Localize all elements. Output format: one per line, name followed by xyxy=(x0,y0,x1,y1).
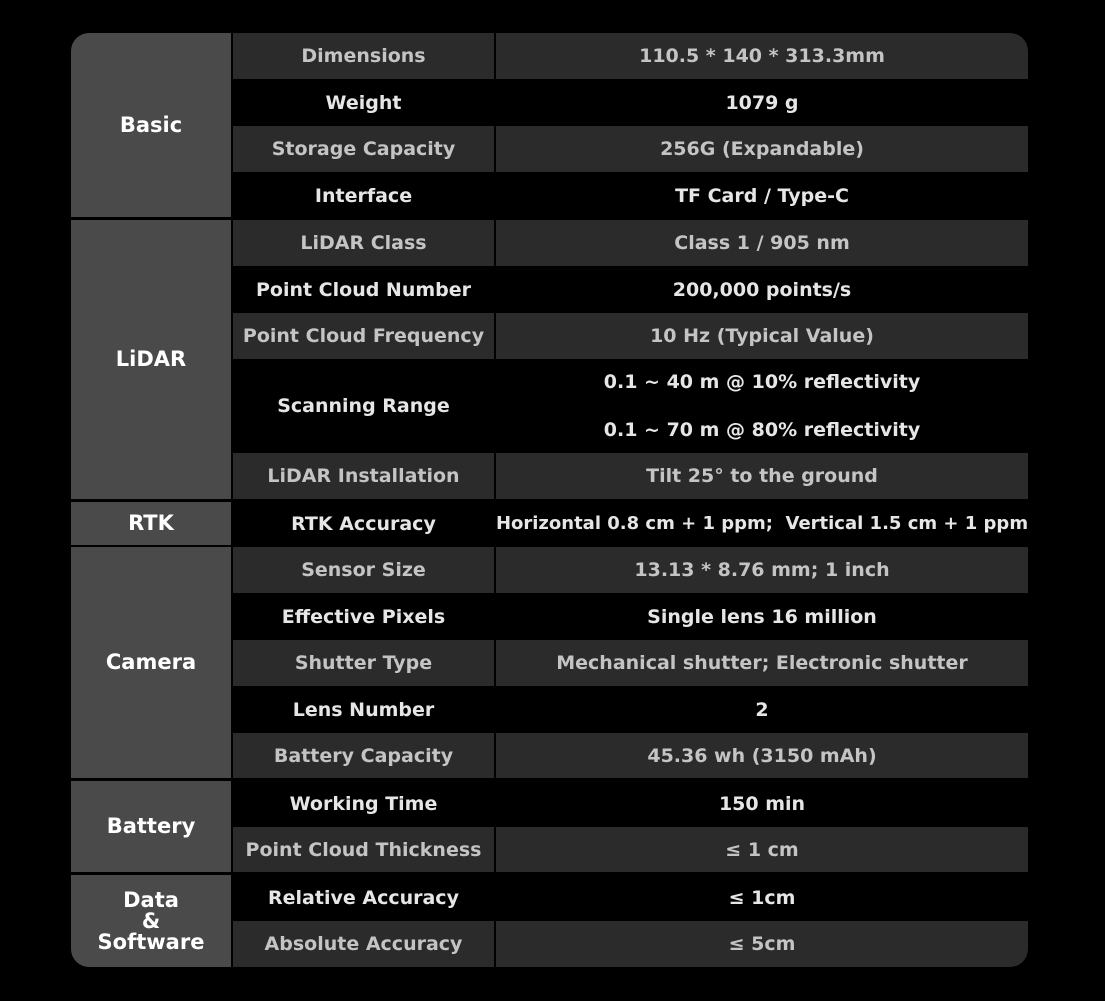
spec-value xyxy=(496,686,1028,733)
spec-value xyxy=(496,313,1028,359)
spec-label: Scanning Range xyxy=(233,359,494,453)
spec-value xyxy=(496,733,1028,778)
spec-value xyxy=(496,359,1028,453)
spec-label: Dimensions xyxy=(233,33,494,79)
table-row xyxy=(233,79,1028,126)
spec-value-text: 45.36 wh (3150 mAh) xyxy=(647,744,877,767)
spec-value-text: Mechanical shutter; Electronic shutter xyxy=(556,652,968,674)
table-row xyxy=(233,453,1028,499)
spec-value-text: 2 xyxy=(755,698,769,721)
table-row xyxy=(233,313,1028,359)
category-lidar xyxy=(71,220,231,499)
table-row xyxy=(233,921,1028,967)
category-label: Data xyxy=(123,887,179,912)
spec-value-text: TF Card / Type-C xyxy=(675,184,849,207)
category-camera xyxy=(71,547,231,778)
spec-value-text: 256G (Expandable) xyxy=(660,138,864,160)
spec-value-text: 10 Hz (Typical Value) xyxy=(650,325,874,347)
category-label: & xyxy=(141,908,161,933)
spec-value xyxy=(496,593,1028,640)
spec-value-text: Tilt 25° to the ground xyxy=(646,465,878,487)
spec-label: Battery Capacity xyxy=(233,733,494,778)
category-data-software xyxy=(71,875,231,967)
table-row xyxy=(233,172,1028,219)
spec-label: Interface xyxy=(233,172,494,219)
spec-value-text: ≤ 1cm xyxy=(728,887,796,909)
spec-value xyxy=(496,781,1028,827)
category-label: RTK xyxy=(128,511,174,535)
spec-table xyxy=(71,33,1028,967)
table-row xyxy=(233,781,1028,827)
spec-value xyxy=(496,172,1028,219)
spec-value-text: Horizontal 0.8 cm + 1 ppm; Vertical 1.5 cm + 1 ppm xyxy=(495,513,1028,534)
spec-label: Lens Number xyxy=(233,686,494,733)
spec-value xyxy=(496,220,1028,266)
spec-value xyxy=(496,33,1028,79)
spec-value-text: 110.5 * 140 * 313.3mm xyxy=(639,45,885,67)
spec-label: Point Cloud Number xyxy=(233,266,494,313)
category-label: Basic xyxy=(119,112,183,137)
category-basic xyxy=(71,33,231,217)
table-row xyxy=(233,359,1028,453)
spec-label: Absolute Accuracy xyxy=(233,921,494,967)
category-label: LiDAR xyxy=(115,347,187,371)
spec-value xyxy=(496,266,1028,313)
table-row xyxy=(233,126,1028,172)
category-label: Camera xyxy=(105,650,197,674)
table-row xyxy=(233,220,1028,266)
spec-value xyxy=(496,502,1028,545)
spec-label: LiDAR Installation xyxy=(233,453,494,499)
table-row xyxy=(233,686,1028,733)
category-label: Battery xyxy=(106,814,196,838)
spec-label: Effective Pixels xyxy=(233,593,494,640)
spec-value-text: Single lens 16 million xyxy=(647,605,877,628)
table-row xyxy=(233,593,1028,640)
spec-label: RTK Accuracy xyxy=(233,502,494,545)
table-row xyxy=(233,640,1028,686)
category-label: Software xyxy=(97,929,205,954)
table-row xyxy=(233,827,1028,872)
spec-label: Point Cloud Frequency xyxy=(233,313,494,359)
table-row xyxy=(233,733,1028,778)
table-row xyxy=(233,547,1028,593)
spec-value xyxy=(496,827,1028,872)
table-row xyxy=(233,33,1028,79)
spec-label: Working Time xyxy=(233,781,494,827)
spec-value-text: ≤ 1 cm xyxy=(725,838,799,861)
spec-value xyxy=(496,79,1028,126)
spec-value-text: 0.1 ~ 40 m @ 10% reflectivity xyxy=(603,371,921,393)
spec-label: Storage Capacity xyxy=(233,126,494,172)
category-rtk xyxy=(71,502,231,545)
spec-value xyxy=(496,547,1028,593)
spec-value xyxy=(496,126,1028,172)
spec-value-text: 0.1 ~ 70 m @ 80% reflectivity xyxy=(603,419,921,441)
spec-value-text: 1079 g xyxy=(725,91,799,114)
spec-value xyxy=(496,640,1028,686)
spec-label: LiDAR Class xyxy=(233,220,494,266)
spec-value-text: 200,000 points/s xyxy=(672,278,852,301)
spec-value-text: ≤ 5cm xyxy=(728,933,796,955)
spec-label: Shutter Type xyxy=(233,640,494,686)
spec-value-text: Class 1 / 905 nm xyxy=(674,232,850,254)
spec-value xyxy=(496,921,1028,967)
spec-value-text: 13.13 * 8.76 mm; 1 inch xyxy=(634,559,890,581)
spec-value xyxy=(496,453,1028,499)
spec-value-text: 150 min xyxy=(718,793,806,815)
spec-label: Sensor Size xyxy=(233,547,494,593)
spec-label: Relative Accuracy xyxy=(233,875,494,921)
spec-value xyxy=(496,875,1028,921)
category-battery xyxy=(71,781,231,872)
table-row xyxy=(233,266,1028,313)
table-row xyxy=(233,875,1028,921)
spec-label: Weight xyxy=(233,79,494,126)
spec-label: Point Cloud Thickness xyxy=(233,827,494,872)
table-row xyxy=(233,502,1028,545)
